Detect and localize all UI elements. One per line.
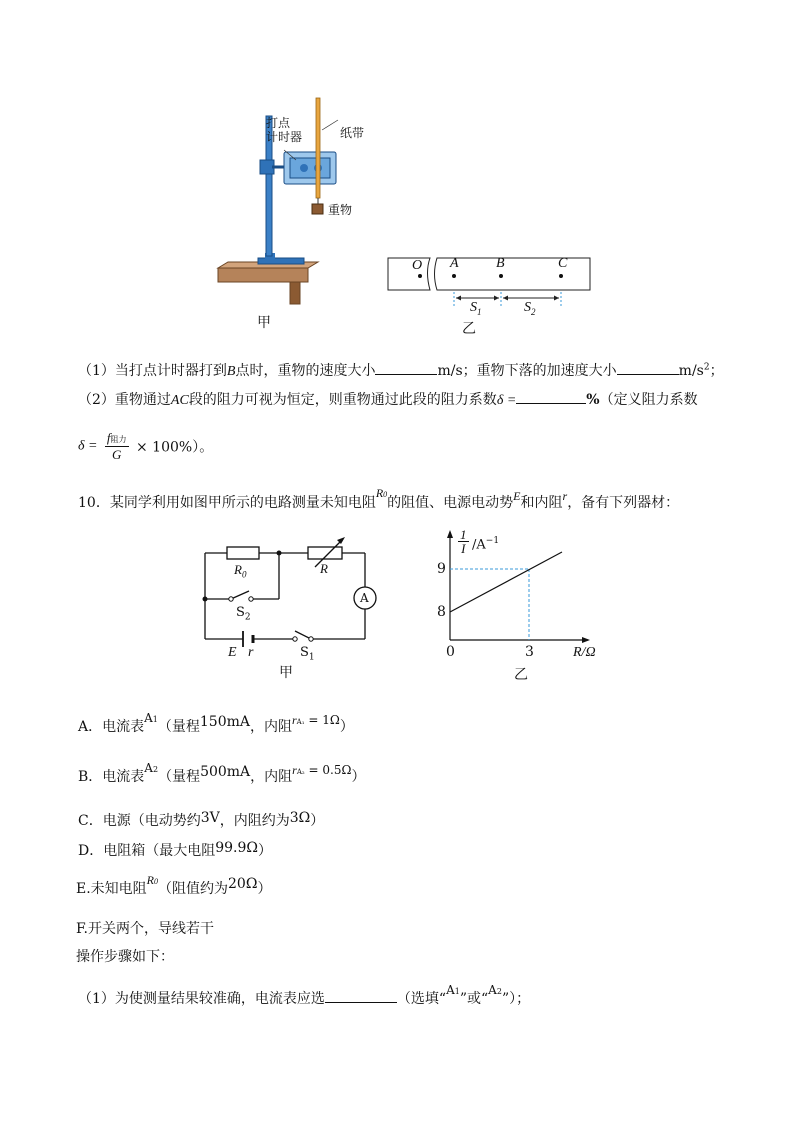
q9-part2: （2）重物通过AC段的阻力可视为恒定，则重物通过此段的阻力系数δ = %（定义阻力系数 [78,389,698,409]
graph-xtick-3: 3 [525,644,534,660]
tape-label: 纸带 [340,126,365,140]
circuit-r-internal-label: r [248,645,254,660]
graph-xlabel: R/Ω [573,645,596,660]
option-a: A．电流表A1（量程150mA，内阻rA₁ = 1Ω） [78,711,354,735]
timer-label: 打点 计时器 [266,116,303,144]
circuit-s2-label: $S_2$ [236,605,251,623]
answer-blank-velocity[interactable] [375,360,437,375]
point-o: O [412,258,423,273]
point-a: A [450,256,459,271]
answer-blank-ammeter-choice[interactable] [325,988,397,1003]
figure-caption-yi: 乙 [462,321,476,337]
circuit-e-label: E [228,645,237,660]
option-b: B．电流表A2（量程500mA，内阻rA₂ = 0.5Ω） [78,761,366,785]
q10-intro: 10．某同学利用如图甲所示的电路测量未知电阻R0的阻值、电源电动势E和内阻r，备有下列器材： [78,486,680,511]
graph-ytick-8: 8 [437,604,446,620]
q9-formula: δ = f阻力 G × 100%）。 [78,430,214,462]
q10-step1: （1）为使测量结果较准确，电流表应选 （选填“A1”或“A2”）； [78,983,531,1007]
answer-blank-resistance-coefficient[interactable] [516,389,586,404]
graph-caption: 乙 [514,667,528,683]
circuit-s1-label: $S_1$ [300,645,315,663]
steps-heading: 操作步骤如下： [76,949,174,965]
q9-part1: （1）当打点计时器打到B点时，重物的速度大小 m/s；重物下落的加速度大小 $m/s^2$； [78,360,724,380]
graph-ytick-9: 9 [437,561,446,577]
graph-ylabel: 1 I [460,527,467,556]
point-c: C [558,256,568,271]
point-b: B [496,256,505,271]
option-e: E.未知电阻R0（阻值约为20Ω） [76,873,272,897]
answer-blank-acceleration[interactable] [617,360,679,375]
option-f: F.开关两个，导线若干 [76,921,214,937]
inverse-current-graph [430,528,610,648]
option-d: D．电阻箱（最大电阻99.9Ω） [78,840,273,859]
ammeter-symbol: A [360,591,369,605]
option-c: C．电源（电动势约3V，内阻约为3Ω） [78,810,325,829]
figure-caption-jia: 甲 [257,315,271,331]
circuit-r0-label: $R_0$ [234,562,247,580]
graph-xtick-0: 0 [446,644,455,660]
circuit-r-label: R [320,561,328,576]
s2-label: $S_2$ [524,300,536,317]
circuit-diagram [195,535,385,665]
s1-label: $S_1$ [470,300,482,317]
weight-label: 重物 [328,203,353,217]
graph-ylabel-unit: $/A^{-1}$ [472,536,500,553]
circuit-caption: 甲 [279,665,293,681]
